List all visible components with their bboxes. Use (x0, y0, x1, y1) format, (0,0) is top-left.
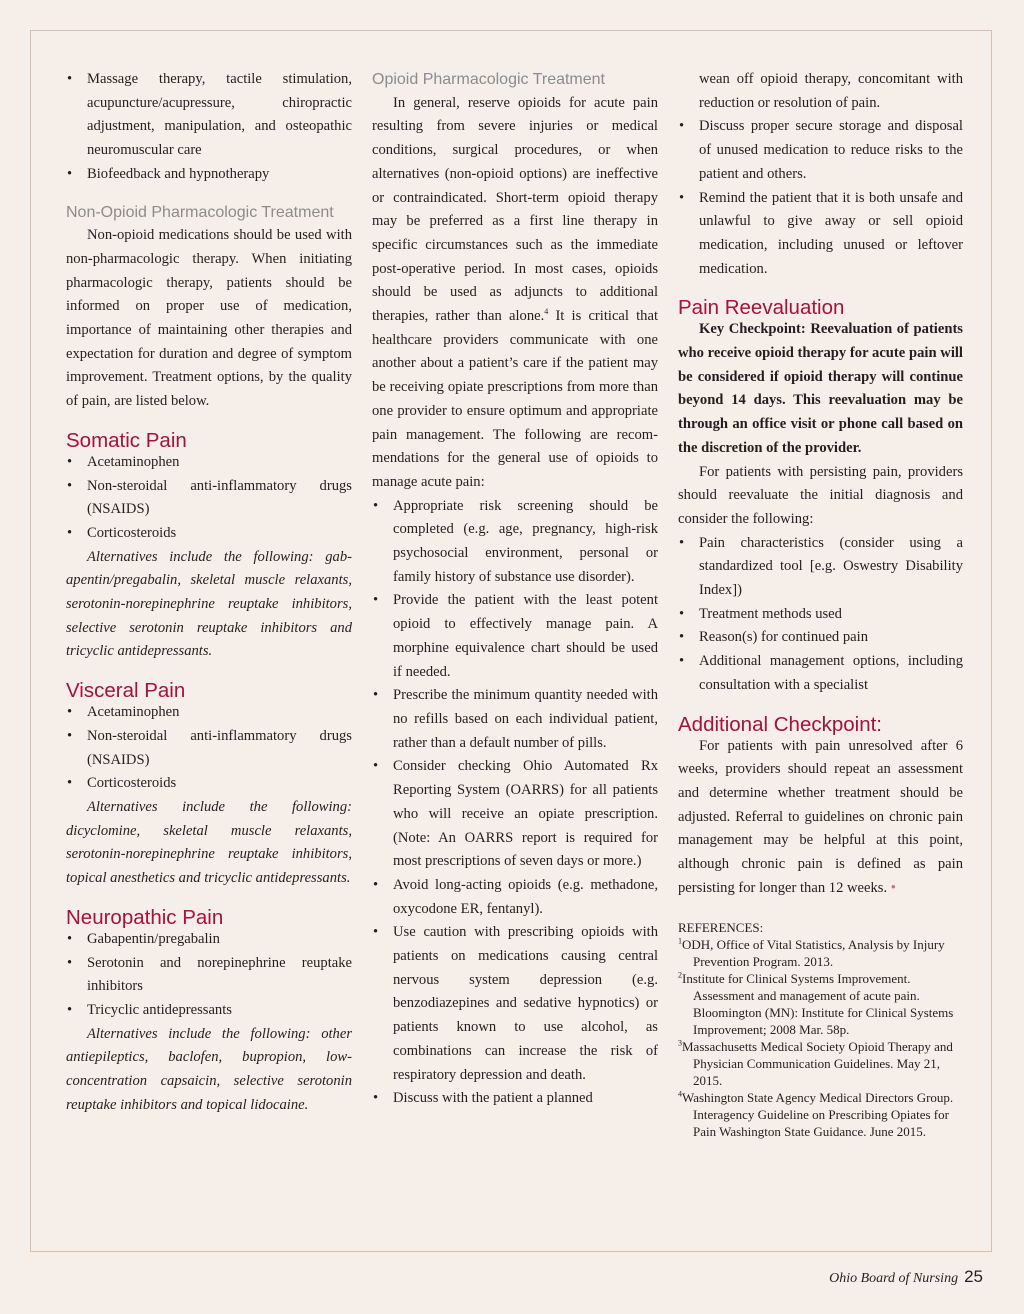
column-2 (372, 68, 658, 1111)
reference-mark: 4 (544, 307, 549, 317)
opioid-text-part-1: In general, reserve opioids for acute pain resulting from severe injuries or medical conditions, surgical procedures, or when alternatives (non-opioid options) are ineffective or contraindicated. Short-term opioid therapy may be preferred as a first line therapy in specific circumstances such as the immediate post-operative period. In most cases, opioids should be used as adjuncts to additional therapies, rather than alone. (372, 94, 658, 325)
list-item: • Massage therapy, tactile stimulation, acupuncture/acupressure, chiropractic adjustment, manipulation, and osteopathic neuromuscular care (66, 68, 352, 163)
visceral-alternatives: Alternatives include the following: dicyclomine, skeletal muscle relaxants, serotonin-norepinephrine reuptake inhibitors, topical anesthetics and tricyclic antidepressants. (66, 798, 352, 887)
column-1 (66, 68, 352, 1117)
list-item: • Remind the patient that it is both unsafe and unlawful to give away or sell opioid medication, including unused or leftover medication. (678, 187, 963, 282)
reference-item (678, 936, 963, 970)
list-item: • Treatment methods used (678, 603, 963, 627)
list-item: • Corticosteroids (66, 772, 352, 796)
column-3 (678, 68, 963, 1140)
somatic-heading: Somatic Pain (66, 428, 187, 452)
visceral-heading: Visceral Pain (66, 679, 186, 703)
persisting-pain-paragraph: For patients with persisting pain, providers should reevaluate the initial diagnosis and consider the following: (678, 463, 963, 527)
list-item: • Discuss with the patient a planned (372, 1087, 658, 1111)
neuropathic-heading: Neuropathic Pain (66, 905, 224, 929)
additional-checkpoint-paragraph (678, 735, 963, 901)
key-checkpoint: Key Checkpoint: Reevaluation of patients who receive opioid therapy for acute pain will be considered if opioid therapy will continue beyond 14 days. This reevaluation may be through an office visit or phone call based on the discretion of the provider. (678, 321, 963, 456)
references-title: REFERENCES: (678, 919, 764, 935)
storage-list (678, 115, 963, 281)
neuropathic-alternatives: Alternatives include the following: other antiepileptics, baclofen, bupropion, low-concentration capsaicin, selective serotonin reuptake inhibitors and topical lidocaine. (66, 1025, 352, 1113)
end-mark: • (890, 879, 896, 896)
list-item: • Acetaminophen (66, 451, 352, 475)
reference-text: Washington State Agency Medical Directors Group. Interagency Guideline on Prescribing Opiates for Pain Washington State Guidance. June 2015. (682, 1089, 954, 1139)
reference-number: 2 (678, 970, 682, 980)
nonopioid-paragraph: Non-opioid medications should be used with non-pharmacologic therapy. When initiating pharmacologic therapy, patients should be informed on proper use of medication, importance of maintaining other therapies and expectation for duration and degree of symptom improvement. Treatment options, by the quality of pain, are listed below. (66, 227, 352, 410)
opioid-recommendations-list (372, 495, 658, 1111)
visceral-list (66, 701, 352, 796)
additional-checkpoint-heading: Additional Checkpoint: (678, 712, 882, 736)
list-item: • Avoid long-acting opioids (e.g. methadone, oxycodone ER, fentanyl). (372, 874, 658, 921)
list-item: • Serotonin and norepinephrine reuptake inhibitors (66, 952, 352, 999)
reference-number: 3 (678, 1038, 682, 1048)
reevaluation-heading: Pain Reevaluation (678, 296, 845, 320)
list-item: • Provide the patient with the least potent opioid to effectively manage pain. A morphine equivalence chart should be used if needed. (372, 589, 658, 684)
reference-text: Institute for Clinical Systems Improvement. Assessment and management of acute pain. Bloomington (MN): Institute for Clinical Systems Improvement; 2008 Mar. 58p. (682, 970, 954, 1037)
reference-number: 4 (678, 1089, 682, 1099)
list-item: • Use caution with prescribing opioids with patients on medications causing central nervous system depression (e.g. benzodiazepines and sedative hypnotics) or patients known to use alcohol, as combinations can increase the risk of respiratory depression and death. (372, 921, 658, 1087)
list-item: • Biofeedback and hypnotherapy (66, 163, 352, 187)
bullet-continuation: wean off opioid therapy, concomitant with reduction or resolution of pain. (699, 71, 963, 111)
somatic-alternatives: Alternatives include the following: gabapentin/pregabalin, skeletal muscle relaxants, serotonin-norepinephrine reuptake inhibitors, selective serotonin reuptake inhibitors and tricyclic antidepressants. (66, 548, 352, 660)
nonopioid-heading: Non-Opioid Pharmacologic Treatment (66, 203, 334, 221)
opioid-text-part-2: It is critical that healthcare providers communicate with one another about a patient’s care if the patient may be receiving opiate prescriptions from more than one provider to ensure optimum and appropriate pain management. The following are recommendations for the general use of opioids to manage acute pain: (372, 308, 659, 490)
publication-name: Ohio Board of Nursing (829, 1271, 959, 1286)
opioid-paragraph (372, 92, 658, 495)
page-footer (700, 1264, 983, 1292)
list-item: • Additional management options, including consultation with a specialist (678, 650, 963, 697)
list-item: • Pain characteristics (consider using a standardized tool [e.g. Oswestry Disability Index]) (678, 532, 963, 603)
reevaluation-list (678, 532, 963, 698)
reference-text: Massachusetts Medical Society Opioid Therapy and Physician Communication Guidelines. May 21, 2015. (682, 1038, 953, 1088)
reference-item (678, 970, 963, 1038)
list-item: • Acetaminophen (66, 701, 352, 725)
list-item: • Gabapentin/pregabalin (66, 928, 352, 952)
list-item: • Consider checking Ohio Automated Rx Reporting System (OARRS) for all patients who will receive an opiate prescription. (Note: An OARRS report is required for most prescriptions of seven days or more.) (372, 755, 658, 874)
references (678, 919, 963, 1140)
list-item: • Appropriate risk screening should be completed (e.g. age, pregnancy, high-risk psychosocial environment, personal or family history of substance use disorder). (372, 495, 658, 590)
neuropathic-list (66, 928, 352, 1023)
reference-text: ODH, Office of Vital Statistics, Analysis by Injury Prevention Program. 2013. (682, 936, 945, 969)
list-item: • Discuss proper secure storage and disposal of unused medication to reduce risks to the patient and others. (678, 115, 963, 186)
list-item: • Reason(s) for continued pain (678, 626, 963, 650)
reference-item (678, 1038, 963, 1089)
somatic-list (66, 451, 352, 546)
list-item: • Non-steroidal anti-inflammatory drugs (NSAIDS) (66, 725, 352, 772)
list-item: • Corticosteroids (66, 522, 352, 546)
additional-checkpoint-text: For patients with pain unresolved after 6 weeks, providers should repeat an assessment and determine whether treatment should be adjusted. Referral to guidelines on chronic pain management may be helpful at this point, although chronic pain is defined as pain persisting for longer than 12 weeks. (678, 737, 963, 896)
list-item: • Non-steroidal anti-inflammatory drugs (NSAIDS) (66, 475, 352, 522)
list-item: • Tricyclic antidepressants (66, 999, 352, 1023)
reference-number: 1 (678, 936, 682, 946)
reference-item (678, 1089, 963, 1140)
therapy-list (66, 68, 352, 187)
list-item: • Prescribe the minimum quantity needed with no refills based on each individual patient, rather than a default number of pills. (372, 684, 658, 755)
opioid-heading: Opioid Pharmacologic Treatment (372, 71, 605, 88)
page-number: 25 (964, 1267, 983, 1286)
